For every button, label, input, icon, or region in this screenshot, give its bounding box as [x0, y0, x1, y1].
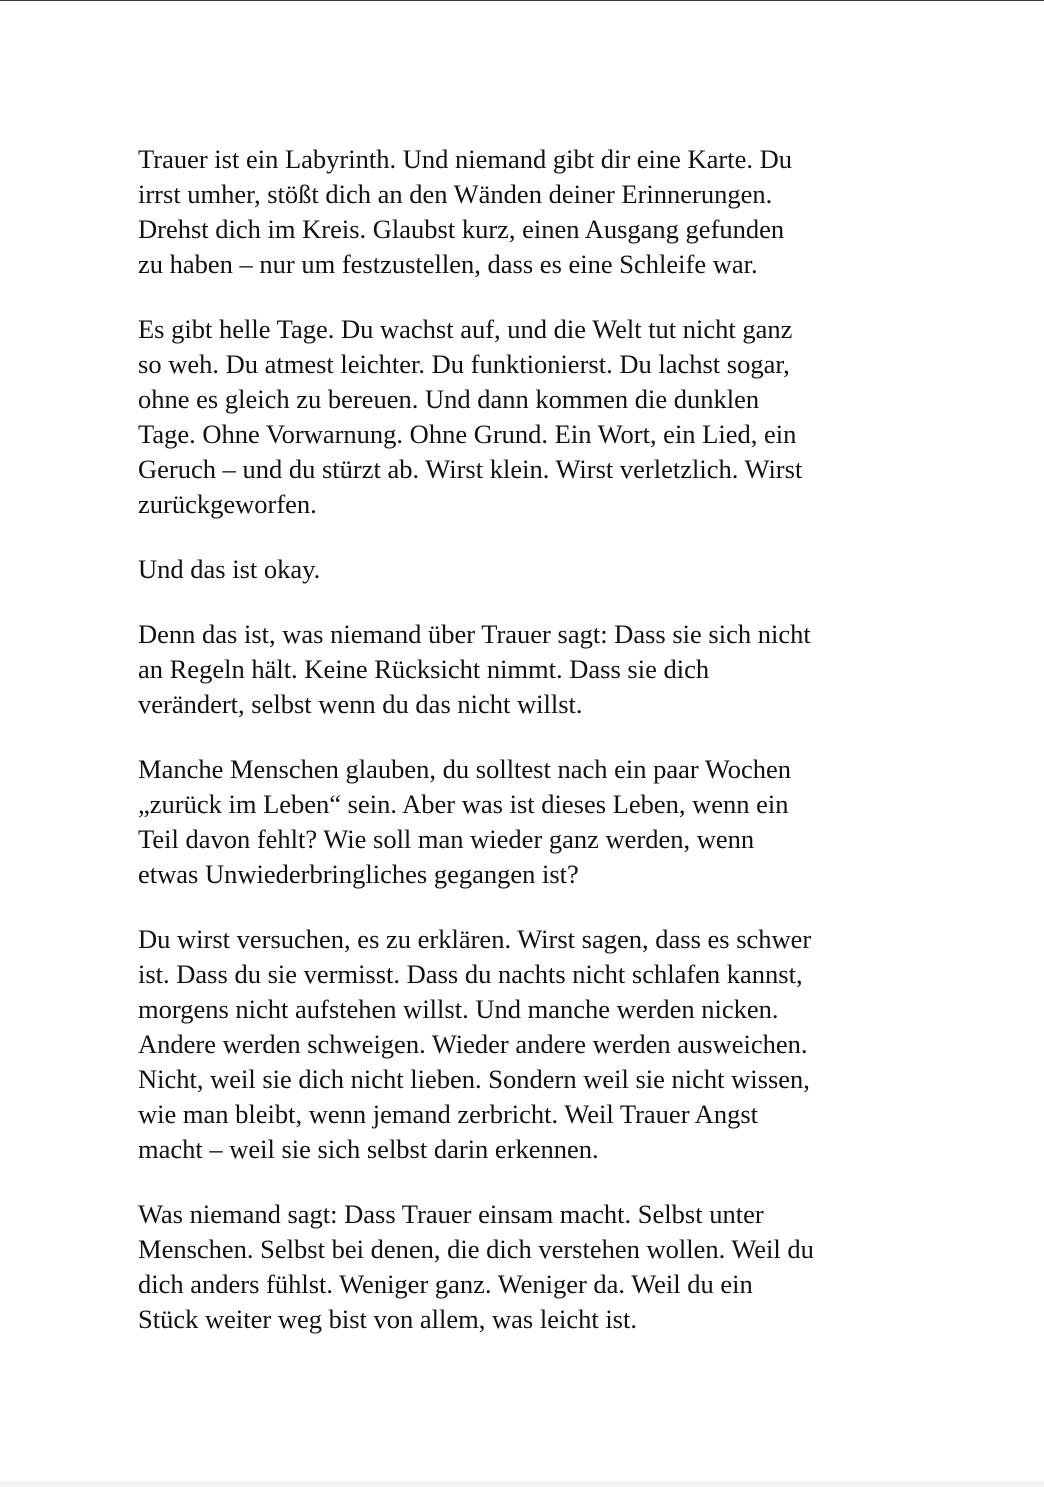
text-line: Stück weiter weg bist von allem, was leicht ist.	[138, 1304, 637, 1334]
paragraph-4	[138, 617, 918, 722]
text-line: „zurück im Leben“ sein. Aber was ist dieses Leben, wenn ein	[138, 789, 789, 819]
document-body	[138, 142, 918, 1367]
text-line: Tage. Ohne Vorwarnung. Ohne Grund. Ein Wort, ein Lied, ein	[138, 419, 797, 449]
text-line: zu haben – nur um festzustellen, dass es eine Schleife war.	[138, 249, 758, 279]
text-line: ohne es gleich zu bereuen. Und dann kommen die dunklen	[138, 384, 760, 414]
text-line: Trauer ist ein Labyrinth. Und niemand gibt dir eine Karte. Du	[138, 144, 793, 174]
paragraph-7	[138, 1197, 918, 1337]
text-line: Manche Menschen glauben, du solltest nach ein paar Wochen	[138, 754, 792, 784]
text-line: Menschen. Selbst bei denen, die dich verstehen wollen. Weil du	[138, 1234, 814, 1264]
text-line: Es gibt helle Tage. Du wachst auf, und die Welt tut nicht ganz	[138, 314, 793, 344]
page-bottom-edge	[0, 1481, 1044, 1487]
text-line: irrst umher, stößt dich an den Wänden deiner Erinnerungen.	[138, 179, 773, 209]
text-line: so weh. Du atmest leichter. Du funktionierst. Du lachst sogar,	[138, 349, 790, 379]
text-line: wie man bleibt, wenn jemand zerbricht. Weil Trauer Angst	[138, 1099, 758, 1129]
text-line: Was niemand sagt: Dass Trauer einsam macht. Selbst unter	[138, 1199, 764, 1229]
text-line: macht – weil sie sich selbst darin erkennen.	[138, 1134, 599, 1164]
text-line: Geruch – und du stürzt ab. Wirst klein. Wirst verletzlich. Wirst	[138, 454, 803, 484]
paragraph-3	[138, 552, 918, 587]
text-line: etwas Unwiederbringliches gegangen ist?	[138, 859, 579, 889]
text-line: dich anders fühlst. Weniger ganz. Weniger da. Weil du ein	[138, 1269, 753, 1299]
paragraph-1	[138, 142, 918, 282]
text-line: zurückgeworfen.	[138, 489, 317, 519]
paragraph-2	[138, 312, 918, 522]
text-line: an Regeln hält. Keine Rücksicht nimmt. Dass sie dich	[138, 654, 710, 684]
text-line: Drehst dich im Kreis. Glaubst kurz, einen Ausgang gefunden	[138, 214, 785, 244]
text-line: Teil davon fehlt? Wie soll man wieder ganz werden, wenn	[138, 824, 755, 854]
text-line: Denn das ist, was niemand über Trauer sagt: Dass sie sich nicht	[138, 619, 811, 649]
paragraph-6	[138, 922, 918, 1167]
text-line: ist. Dass du sie vermisst. Dass du nachts nicht schlafen kannst,	[138, 959, 803, 989]
text-line: morgens nicht aufstehen willst. Und manche werden nicken.	[138, 994, 779, 1024]
text-line: Nicht, weil sie dich nicht lieben. Sondern weil sie nicht wissen,	[138, 1064, 810, 1094]
text-line: Du wirst versuchen, es zu erklären. Wirst sagen, dass es schwer	[138, 924, 812, 954]
text-line: verändert, selbst wenn du das nicht willst.	[138, 689, 583, 719]
text-line: Und das ist okay.	[138, 554, 321, 584]
paragraph-5	[138, 752, 918, 892]
text-line: Andere werden schweigen. Wieder andere werden ausweichen.	[138, 1029, 808, 1059]
